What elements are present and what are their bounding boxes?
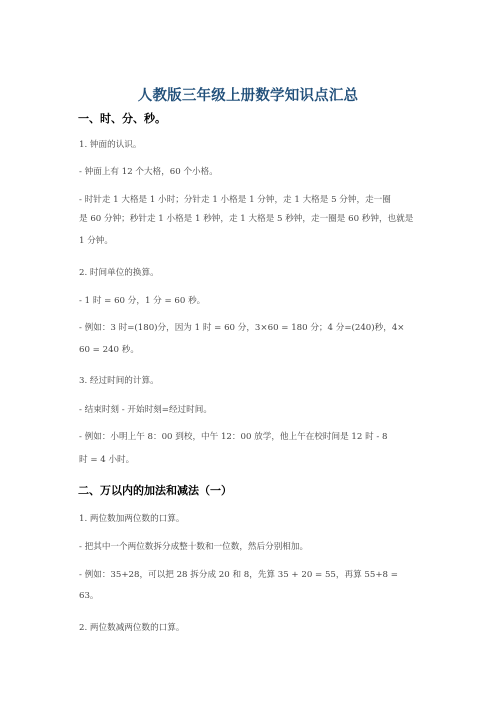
paragraph: 2. 两位数减两位数的口算。 [79, 623, 185, 633]
paragraph: 1 分钟。 [79, 236, 113, 246]
paragraph: - 把其中一个两位数拆分成整十数和一位数，然后分别相加。 [79, 542, 309, 552]
paragraph: 3. 经过时间的计算。 [79, 376, 159, 386]
document-title: 人教版三年级上册数学知识点汇总 [137, 88, 359, 104]
paragraph: - 结束时刻 - 开始时刻=经过时间。 [79, 405, 212, 415]
paragraph: - 1 时 = 60 分，1 分 = 60 秒。 [79, 296, 206, 306]
paragraph: 2. 时间单位的换算。 [79, 268, 159, 278]
paragraph: 是 60 分钟；秒针走 1 小格是 1 秒钟，走 1 大格是 5 秒钟，走一圈是 60 秒钟，也就是 [79, 214, 414, 224]
paragraph: - 时针走 1 大格是 1 小时；分针走 1 小格是 1 分钟，走 1 大格是 5 分钟，走一圈 [79, 195, 391, 205]
paragraph: 时 = 4 小时。 [79, 455, 135, 465]
section-heading-time: 一、时、分、秒。 [78, 112, 166, 125]
paragraph: - 例如：小明上午 8：00 到校，中午 12：00 放学，他上午在校时间是 12 时 - 8 [79, 432, 388, 442]
paragraph: - 钟面上有 12 个大格，60 个小格。 [79, 167, 218, 177]
paragraph: 1. 钟面的认识。 [79, 140, 142, 150]
paragraph: 63。 [79, 591, 99, 601]
section-heading-add-subtract: 二、万以内的加法和减法（一） [78, 484, 232, 497]
paragraph: 60 = 240 秒。 [79, 345, 139, 355]
paragraph: 1. 两位数加两位数的口算。 [79, 514, 185, 524]
paragraph: - 例如：35+28，可以把 28 拆分成 20 和 8，先算 35 + 20 = 55，再算 55+8 = [79, 570, 398, 580]
paragraph: - 例如：3 时=(180)分，因为 1 时 = 60 分，3×60 = 180 分；4 分=(240)秒，4× [79, 323, 405, 333]
